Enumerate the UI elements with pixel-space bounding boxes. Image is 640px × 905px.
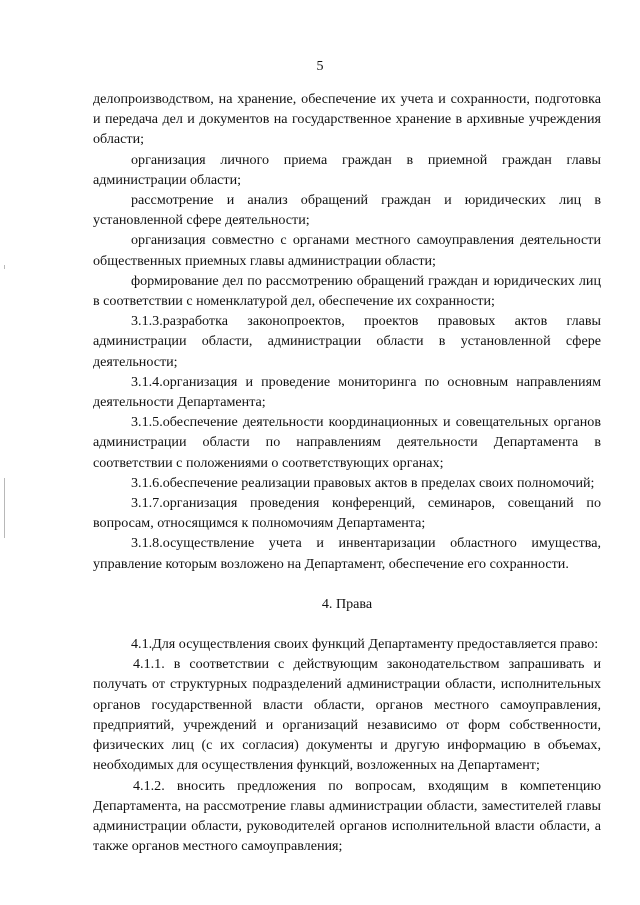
paragraph: 4.1.2. вносить предложения по вопросам, входящим в компетенцию Департамента, на рассмотрение главы администрации области, заместителей главы администрации области, руководителей органов исполнительной власти области, а также органов местного самоуправления; [93, 777, 601, 855]
paragraph: организация личного приема граждан в приемной граждан главы администрации области; [93, 151, 601, 188]
paragraph: рассмотрение и анализ обращений граждан и юридических лиц в установленной сфере деятельности; [93, 192, 601, 229]
margin-mark [4, 478, 5, 538]
paragraph: 3.1.4.организация и проведение мониторинга по основным направлениям деятельности Департамента; [93, 373, 601, 411]
paragraph: 3.1.7.организация проведения конференций, семинаров, совещаний по вопросам, относящимся к полномочиям Департамента; [93, 495, 601, 532]
paragraph: 3.1.3.разработка законопроектов, проектов правовых актов главы администрации области, администрации области в установленной сфере деятельности; [93, 313, 601, 370]
paragraph: организация совместно с органами местного самоуправления деятельности общественных приемных главы администрации области; [93, 232, 601, 269]
page-number: 5 [316, 59, 324, 74]
paragraph: 3.1.8.осуществление учета и инвентаризации областного имущества, управление которым возложено на Департамент, обеспечение его сохранности. [93, 535, 601, 572]
paragraph: формирование дел по рассмотрению обращений граждан и юридических лиц в соответствии с номенклатурой дел, обеспечение их сохранности; [93, 272, 601, 310]
paragraph: 3.1.5.обеспечение деятельности координационных и совещательных органов администрации области по направлениям деятельности Департамента в соответствии с положениями о соответствующих органах; [93, 414, 601, 471]
paragraph: 4.1.1. в соответствии с действующим законодательством запрашивать и получать от структурных подразделений администрации области, исполнительных органов государственной власти области, органов местного самоуправления, предприятий, учреждений и организаций независимо от форм собственности, физических лиц (с их согласия) документы и другую информацию в объемах, необходимых для осуществления функций, возложенных на Департамент; [93, 656, 601, 774]
paragraph: 4.1.Для осуществления своих функций Департаменту предоставляется право: [131, 636, 599, 653]
paragraph: 3.1.6.обеспечение реализации правовых актов в пределах своих полномочий; [131, 474, 595, 491]
margin-mark [4, 265, 5, 269]
section-title: 4. Права [321, 595, 373, 612]
document-body [93, 89, 601, 856]
paragraph: делопроизводством, на хранение, обеспечение их учета и сохранности, подготовка и передача дел и документов на государственное хранение в архивные учреждения области; [93, 91, 601, 148]
